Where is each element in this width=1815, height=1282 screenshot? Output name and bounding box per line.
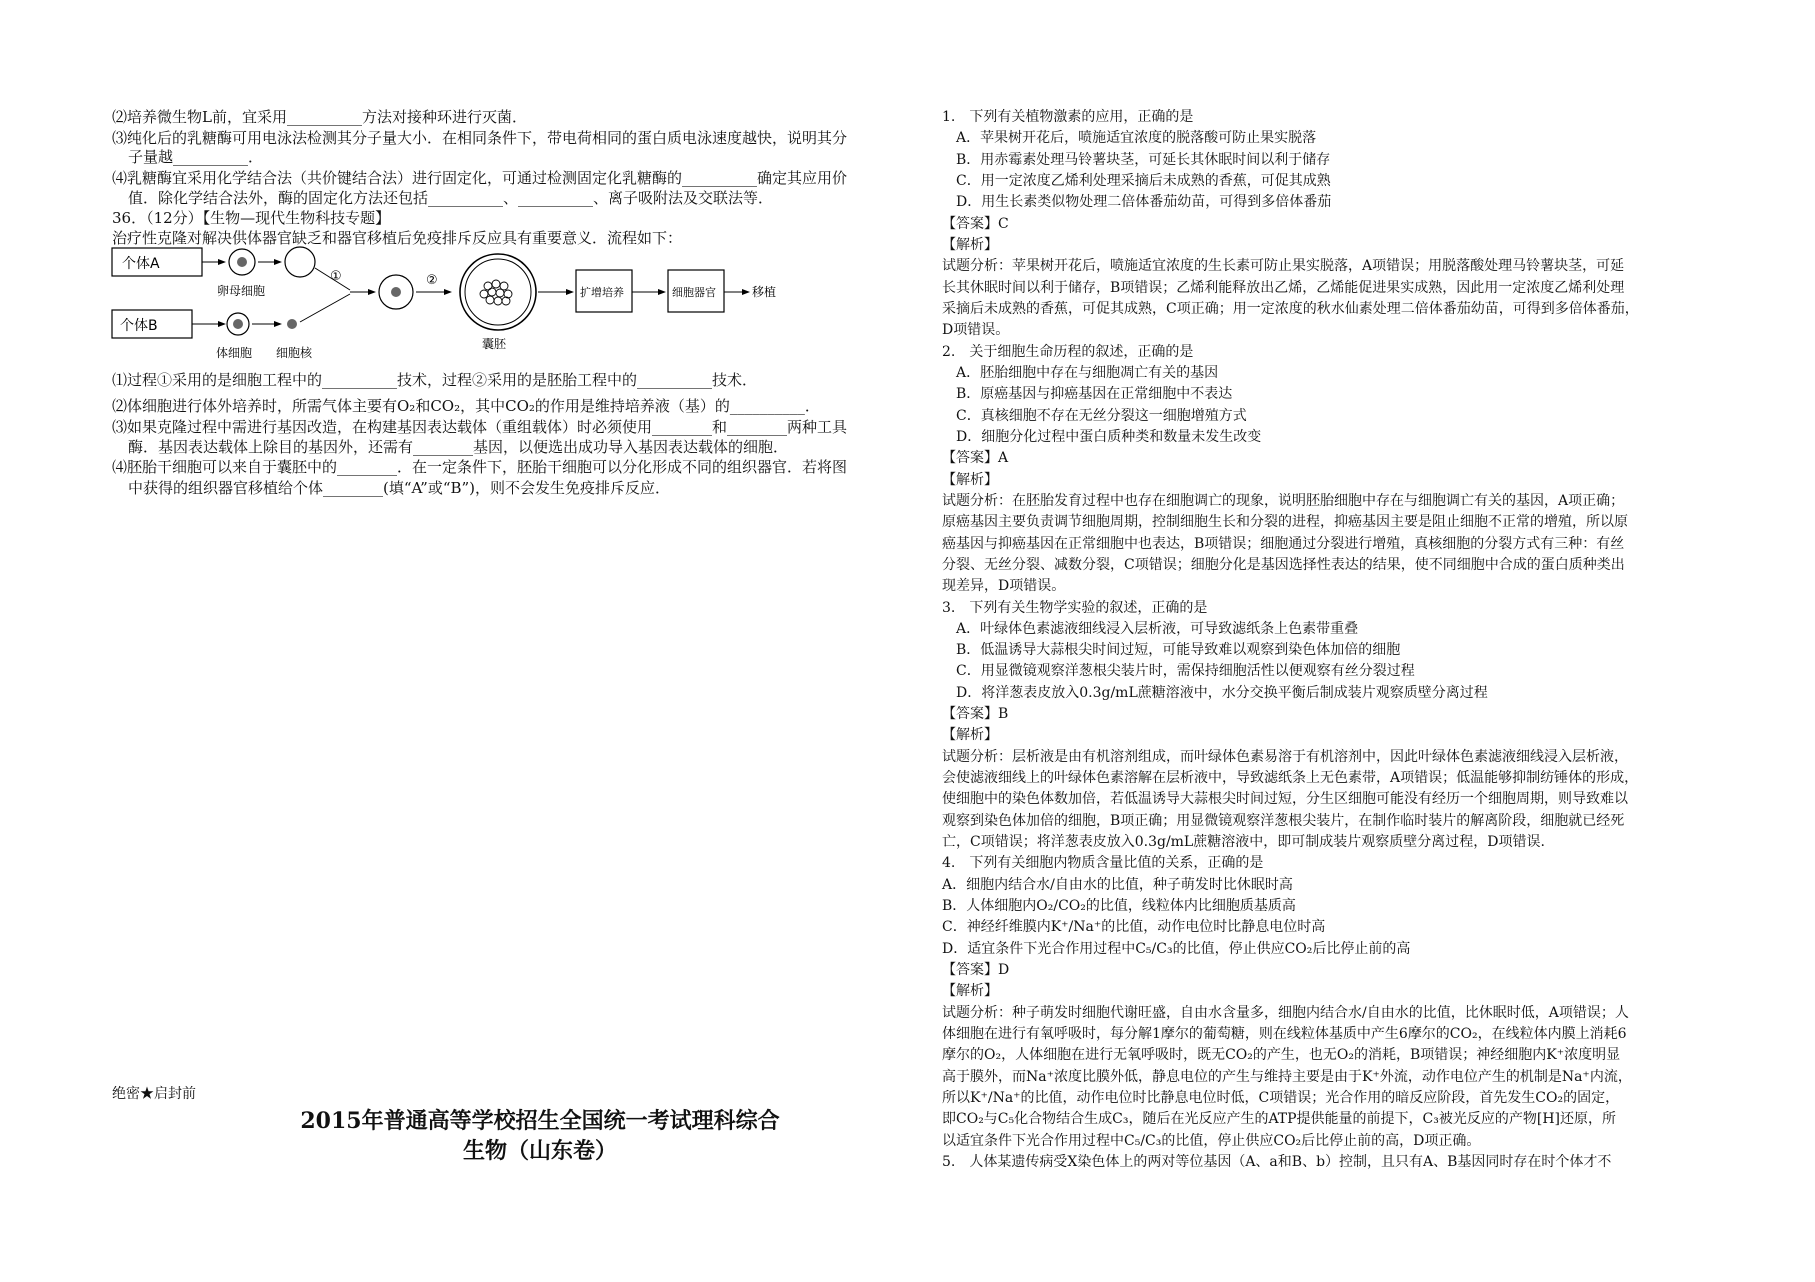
answer-line: 【答案】B [942,706,1009,722]
answer-line: C．神经纤维膜内K⁺/Na⁺的比值，动作电位时比静息电位时高 [942,919,1326,935]
answer-line: A．苹果树开花后，喷施适宜浓度的脱落酸可防止果实脱落 [942,130,1317,146]
answer-line: 【答案】D [942,962,1010,978]
answer-line: D．用生长素类似物处理二倍体番茄幼苗，可得到多倍体番茄 [942,194,1332,210]
answer-line: A．叶绿体色素滤液细线浸入层析液，可导致滤纸条上色素带重叠 [942,621,1359,637]
answer-line: 亡，C项错误；将洋葱表皮放入0.3g/mL蔗糖溶液中，即可制成装片观察质壁分离过程，D项错误. [942,834,1545,850]
answer-line: 采摘后未成熟的香蕉，可促其成熟，C项正确；用一定浓度的秋水仙素处理二倍体番茄幼苗，可得到多倍体番茄， [942,301,1639,317]
q36-line-3: ⑶如果克隆过程中需进行基因改造，在构建基因表达载体（重组载体）时必须使用________和________两种工具 [112,418,848,436]
q35-line-3: 子量越__________． [128,148,264,166]
q35-line-1: ⑵培养微生物L前，宜采用__________方法对接种环进行灭菌． [112,108,527,126]
q36-line-2: ⑵体细胞进行体外培养时，所需气体主要有O₂和CO₂，其中CO₂的作用是维持培养液（基）的__________． [112,397,820,415]
inner-cell-mass [480,280,512,305]
answer-line: D．将洋葱表皮放入0.3g/mL蔗糖溶液中，水分交换平衡后制成装片观察质壁分离过程 [942,685,1488,701]
q36-line-6: 中获得的组织器官移植给个体________(填“A”或“B”)，则不会发生免疫排斥反应． [128,479,671,497]
answer-line: D．适宜条件下光合作用过程中C₅/C₃的比值，停止供应CO₂后比停止前的高 [942,941,1411,957]
q36-intro: 治疗性克隆对解决供体器官缺乏和器官移植后免疫排斥反应具有重要意义．流程如下： [112,229,683,247]
individual-a-label: 个体A [122,256,160,272]
answer-line: 【答案】C [942,216,1009,232]
exam-subtitle: 生物（山东卷） [462,1138,617,1164]
answer-line: 3. 下列有关生物学实验的叙述，正确的是 [942,600,1208,616]
answer-line: 试题分析：在胚胎发育过程中也存在细胞调亡的现象，说明胚胎细胞中存在与细胞调亡有关的基因，A项正确； [942,493,1625,509]
enucleated-oocyte [285,247,315,277]
blastocyst [460,254,536,330]
nucleus-label: 细胞核 [276,346,313,360]
answer-line: C．用一定浓度乙烯利处理采摘后未成熟的香蕉，可促其成熟 [942,173,1331,189]
answer-line: 1. 下列有关植物激素的应用，正确的是 [942,109,1194,125]
answer-line: A．细胞内结合水/自由水的比值，种子萌发时比休眠时高 [942,877,1293,893]
q36-line-1: ⑴过程①采用的是细胞工程中的__________技术，过程②采用的是胚胎工程中的__________技术． [112,371,758,389]
expand-culture-label: 扩增培养 [580,286,624,299]
answer-line: C．用显微镜观察洋葱根尖装片时，需保持细胞活性以便观察有丝分裂过程 [942,663,1415,679]
q35-line-4: ⑷乳糖酶宜采用化学结合法（共价键结合法）进行固定化，可通过检测固定化乳糖酶的__________确定其应用价 [112,169,848,187]
answer-line: 观察到染色体加倍的细胞，B项正确；用显微镜观察洋葱根尖装片，在制作临时装片的解离阶段，细胞就已经死 [942,813,1625,829]
answer-line: C．真核细胞不存在无丝分裂这一细胞增殖方式 [942,408,1247,424]
answer-line: 试题分析：层析液是由有机溶剂组成，而叶绿体色素易溶于有机溶剂中，因此叶绿体色素滤液细线浸入层析液， [942,749,1628,765]
answer-line: 以适宜条件下光合作用过程中C₅/C₃的比值，停止供应CO₂后比停止前的高，D项正确。 [942,1133,1481,1149]
answer-line: 会使滤液细线上的叶绿体色素溶解在层析液中，导致滤纸条上无色素带，A项错误；低温能够抑制纺锤体的形成， [942,770,1639,786]
q36-line-4: 酶．基因表达载体上除目的基因外，还需有________基因，以便选出成功导入基因表达载体的细胞． [128,438,789,456]
answer-line: 现差异，D项错误。 [942,578,1066,594]
individual-b-label: 个体B [120,318,158,334]
answer-line: 【解析】 [942,237,998,253]
step2-label: ② [426,273,438,288]
answer-line: 体细胞在进行有氧呼吸时，每分解1摩尔的葡萄糖，则在线粒体基质中产生6摩尔的CO₂，在线粒体内膜上消耗6 [942,1026,1627,1042]
answer-line: B．人体细胞内O₂/CO₂的比值，线粒体内比细胞质基质高 [942,898,1296,914]
answer-line: 即CO₂与C₅化合物结合生成C₃，随后在光反应产生的ATP提供能量的前提下，C₃被光反应的产物[H]还原，所 [942,1111,1617,1127]
confidential-label: 绝密★启封前 [112,1086,196,1102]
answer-line: 高于膜外，而Na⁺浓度比膜外低，静息电位的产生与维持主要是由于K⁺外流，动作电位产生的机制是Na⁺内流， [942,1069,1632,1085]
exam-title: 2015年普通高等学校招生全国统一考试理科综合 [300,1108,780,1134]
answer-line: 2. 关于细胞生命历程的叙述，正确的是 [942,344,1194,360]
answer-line: 【解析】 [942,727,998,743]
step1-label: ① [330,269,342,284]
answer-line: 使细胞中的染色体数加倍，若低温诱导大蒜根尖时间过短，分生区细胞可能没有经历一个细胞周期，则导致难以 [942,791,1628,807]
cell-organ-label: 细胞器官 [672,286,716,299]
answer-line: 癌基因与抑癌基因在正常细胞中也表达，B项错误；细胞通过分裂进行增殖，真核细胞的分裂方式有三种：有丝 [942,536,1625,552]
answer-line: D项错误。 [942,322,1010,338]
answer-line: B．用赤霉素处理马铃薯块茎，可延长其休眠时间以利于储存 [942,152,1331,168]
answer-line: 4. 下列有关细胞内物质含量比值的关系，正确的是 [942,855,1264,871]
answer-line: 试题分析：种子萌发时细胞代谢旺盛，自由水含量多，细胞内结合水/自由水的比值，比休眠时低，A项错误；人 [942,1005,1629,1021]
answer-line: D．细胞分化过程中蛋白质种类和数量未发生改变 [942,429,1262,445]
answer-line: 试题分析：苹果树开花后，喷施适宜浓度的生长素可防止果实脱落，A项错误；用脱落酸处理马铃薯块茎，可延 [942,258,1625,274]
answer-line: B．原癌基因与抑癌基因在正常细胞中不表达 [942,386,1233,402]
answer-line: 长其休眠时间以利于储存，B项错误；乙烯利能释放出乙烯，乙烯能促进果实成熟，因此用一定浓度乙烯利处理 [942,280,1625,296]
answer-line: 【答案】A [942,450,1009,466]
answer-line: B．低温诱导大蒜根尖时间过短，可能导致难以观察到染色体加倍的细胞 [942,642,1401,658]
oocyte-label: 卵母细胞 [217,284,266,298]
cloning-flow-diagram [110,240,890,365]
q35-line-5: 值．除化学结合法外，酶的固定化方法还包括__________、__________、离子吸附法及交联法等． [128,189,774,207]
answer-line: 原癌基因主要负责调节细胞周期，控制细胞生长和分裂的进程，抑癌基因主要是阻止细胞不正常的增殖，所以原 [942,514,1628,530]
q36-line-5: ⑷胚胎干细胞可以来自于囊胚中的________．在一定条件下，胚胎干细胞可以分化形成不同的组织器官．若将图 [112,458,848,476]
answer-line: 分裂、无丝分裂、减数分裂，C项错误；细胞分化是基因选择性表达的结果，使不同细胞中合成的蛋白质种类出 [942,557,1625,573]
answer-line: 5. 人体某遗传病受X染色体上的两对等位基因（A、a和B、b）控制，且只有A、B基因同时存在时个体才不 [942,1154,1612,1170]
blastocyst-label: 囊胚 [482,337,507,351]
transplant-label: 移植 [752,285,777,299]
somatic-cell-label: 体细胞 [216,346,253,360]
nucleus [287,319,297,329]
answer-line: 所以K⁺/Na⁺的比值，动作电位时比静息电位时低，C项错误；光合作用的暗反应阶段，首先发生CO₂的固定， [942,1090,1620,1106]
answer-line: 摩尔的O₂，人体细胞在进行无氧呼吸时，既无CO₂的产生，也无O₂的消耗，B项错误；神经细胞内K⁺浓度明显 [942,1047,1621,1063]
answer-line: A．胚胎细胞中存在与细胞凋亡有关的基因 [942,365,1219,381]
q36-header: 36．（12分）【生物—现代生物科技专题】 [112,209,391,227]
q35-line-2: ⑶纯化后的乳糖酶可用电泳法检测其分子量大小．在相同条件下，带电荷相同的蛋白质电泳速度越快，说明其分 [112,129,848,147]
answer-line: 【解析】 [942,472,998,488]
answer-line: 【解析】 [942,983,998,999]
